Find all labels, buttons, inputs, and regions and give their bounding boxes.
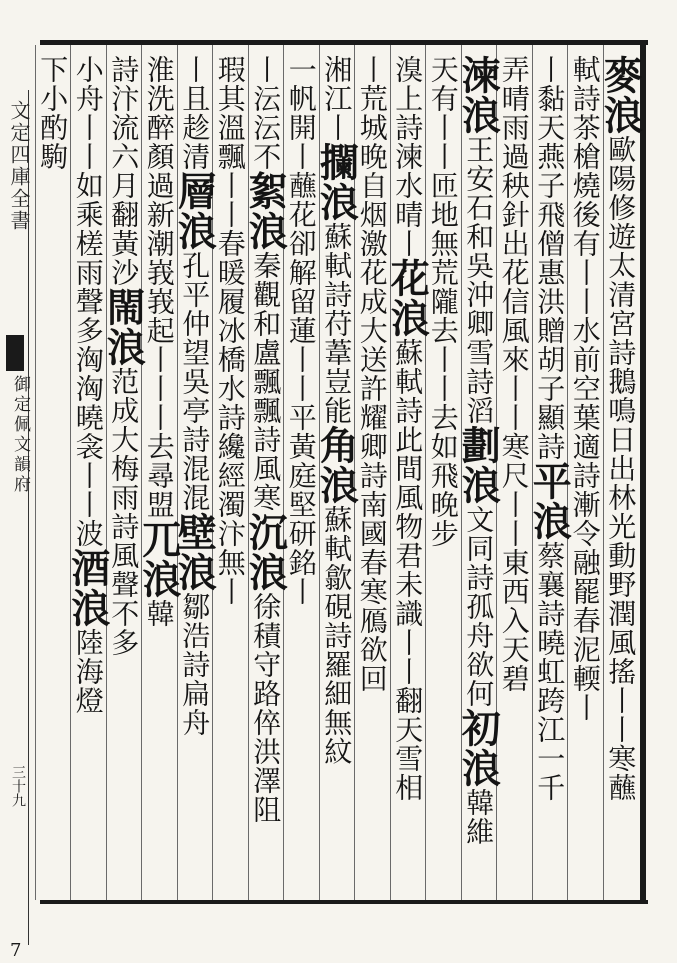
column-text: 孔平仲望吳亭詩混混 <box>178 251 212 512</box>
headword: 角浪 <box>313 425 360 505</box>
headword: 劃浪 <box>455 425 502 505</box>
running-text: 文定四庫全書 <box>7 100 31 232</box>
headword: 酒浪 <box>64 548 111 628</box>
corner-mark: 7 <box>10 940 22 961</box>
column-text: 天有丨丨匝地無荒隴去丨丨去如飛晚步 <box>426 55 460 548</box>
column-text: 瑕其溫飄丨丨春暖履冰橋水詩纔經濁汴無丨 <box>213 55 247 606</box>
headword: 平浪 <box>526 461 573 541</box>
text-column <box>24 55 80 895</box>
column-text: 丨沄沄不 <box>249 55 283 171</box>
page-number: 三十九 <box>10 765 26 807</box>
column-text: 陸海燈 <box>71 628 105 715</box>
column-text: 韓 <box>142 599 176 628</box>
column-text: 淮洗醉顏過新潮峩峩起丨丨丨去尋盟 <box>142 55 176 519</box>
column-text: 范成大梅雨詩風聲不多 <box>107 367 141 657</box>
headword: 絮浪 <box>242 171 289 251</box>
column-text: 溴上詩湅水晴丨 <box>391 55 425 258</box>
headword: 兀浪 <box>135 519 182 599</box>
column-text: 秦觀和盧飄飄詩風寒 <box>249 251 283 512</box>
column-text: 下小酌 <box>36 55 70 142</box>
column-text: 丨荒城晚自烟激花成大送許耀卿詩南國春寒鴈欲回 <box>355 55 389 693</box>
column-text: 鄒浩詩扁舟 <box>178 592 212 737</box>
column-text: 歐陽修遊太清宮詩鵝鳴日出林光動野潤風搖丨丨寒蘸 <box>604 135 638 802</box>
headword: 沉浪 <box>242 512 289 592</box>
headword: 初浪 <box>455 708 502 788</box>
column-text: 一帆開丨蘸花卻解留蓮丨丨平黃庭堅研銘丨 <box>284 55 318 606</box>
column-text: 軾詩茶槍燒後有丨丨水前空葉適詩漸令融罷春泥輭丨 <box>568 55 602 722</box>
column-text: 小舟丨丨如乘槎雨聲多洶洶曉衾丨丨波 <box>71 55 105 548</box>
column-text: 蔡襄詩曉虹跨江一千 <box>533 541 567 802</box>
column-text: 王安石和吳沖卿雪詩滔 <box>462 135 496 425</box>
top-border <box>40 40 648 45</box>
margin-block <box>6 335 24 371</box>
headword: 閙浪 <box>100 287 147 367</box>
bottom-border <box>40 900 648 904</box>
headword: 麥浪 <box>597 55 644 135</box>
headword: 層浪 <box>171 171 218 251</box>
column-text: 蘇軾詩苻葦豈能 <box>320 222 354 425</box>
column-text: 弄晴雨過秧針出花信風來丨丨寒尺丨丨東西入天碧 <box>497 55 531 693</box>
headword: 攔浪 <box>313 142 360 222</box>
column-text: 徐積守路倅洪澤阻 <box>249 592 283 824</box>
column-text: 駒 <box>36 142 70 171</box>
column-text: 丨且趁清 <box>178 55 212 171</box>
headword: 湅浪 <box>455 55 502 135</box>
headword: 花浪 <box>384 258 431 338</box>
column-text: 文同詩孤舟欲何 <box>462 505 496 708</box>
column-text: 韓維 <box>462 788 496 846</box>
column-text: 詩汴流六月翻黃沙 <box>107 55 141 287</box>
column-text: 湘江丨 <box>320 55 354 142</box>
book-title: 御定佩文韻府 <box>10 375 30 495</box>
column-text: 蘇軾詩此間風物君未識丨丨翻天雪相 <box>391 338 425 802</box>
column-text: 丨黏天燕子飛僧惠洪贈胡子顯詩 <box>533 55 567 461</box>
headword: 壁浪 <box>171 512 218 592</box>
column-text: 蘇軾歙硯詩羅細無紋 <box>320 505 354 766</box>
